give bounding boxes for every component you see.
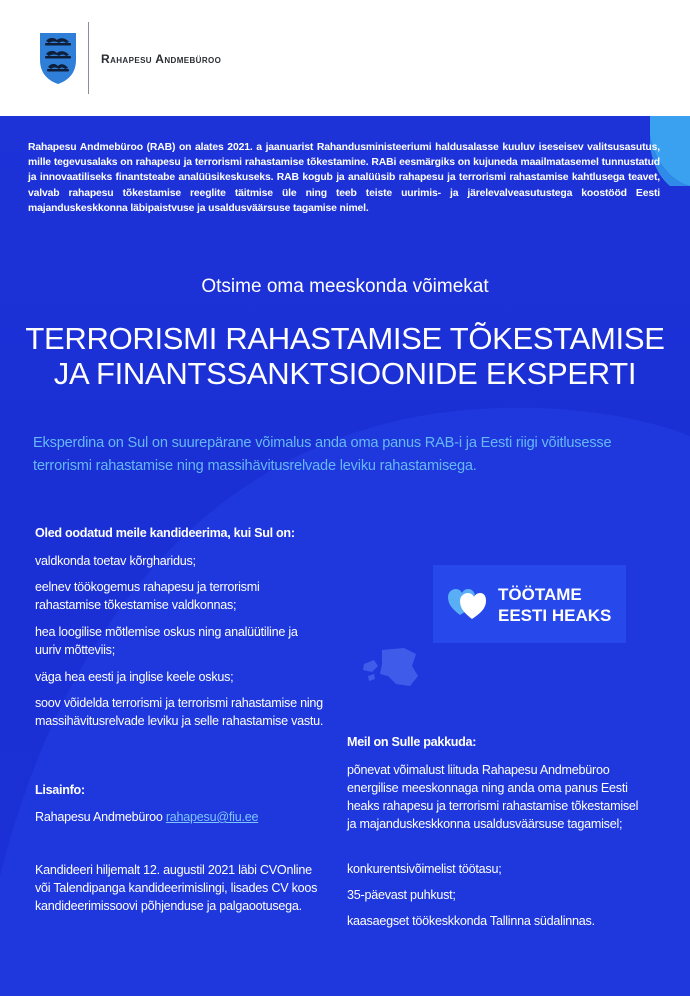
header-divider [88, 22, 89, 94]
requirement-item: hea loogilise mõtlemise oskus ning analüütiline ja uuriv mõtteviis; [35, 625, 298, 657]
apply-paragraph: Kandideeri hiljemalt 12. augustil 2021 läbi CVOnline või Talendipanga kandideerimislingi, lisades CV koos kandideerimissoovi põhjenduse ja palgaootusega. [35, 863, 318, 913]
offer-item: 35-päevast puhkust; [347, 888, 456, 902]
requirement-item: valdkonda toetav kõrgharidus; [35, 554, 196, 568]
intro-paragraph: Rahapesu Andmebüroo (RAB) on alates 2021. a jaanuarist Rahandusministeeriumi haldusalasse kuuluv iseseisev valitsusasutus, mille tegevusalaks on rahapesu ja terrorismi rahastamise tõkestamine. RABi eesmärgiks on kujuneda maailmatasemel tunnustatud ja innovaatiliseks finantsteabe analüüsikeskuseks. RAB kogub ja analüüsib rahapesu ja terrorismi rahastamise kahtlusega teavet, valvab rahapesu tõkestamise reeglite täitmise üle ning teeb teiste uurimis- ja järelevalveasutustega koostööd Eesti majanduskeskkonna läbipaistvuse ja usaldusväärsuse tagamise nimel. [28, 142, 660, 214]
organization-name: Rahapesu Andmebüroo [101, 52, 222, 66]
double-heart-icon [448, 585, 486, 621]
subtitle: Otsime oma meeskonda võimekat [201, 276, 489, 297]
badge-text-line-1: TÖÖTAME [498, 585, 582, 604]
requirement-item: soov võidelda terrorismi ja terrorismi rahastamise ning massihävitusrelvade leviku ja selle rahastamise vastu. [35, 696, 324, 728]
estonia-map-icon [360, 646, 420, 688]
info-heading: Lisainfo: [35, 783, 85, 797]
offer-item: konkurentsivõimelist töötasu; [347, 862, 502, 876]
job-title-line-2: JA FINANTSSANKTSIOONIDE EKSPERTI [53, 356, 637, 391]
header [0, 0, 690, 116]
job-title-line-1: TERRORISMI RAHASTAMISE TÕKESTAMISE [25, 321, 665, 356]
offer-heading: Meil on Sulle pakkuda: [347, 735, 477, 749]
content-panel [0, 116, 690, 996]
offer-item: kaasaegset töökeskkonda Tallinna südalinnas. [347, 914, 595, 928]
badge-text-line-2: EESTI HEAKS [498, 606, 612, 625]
estonia-badge [433, 565, 626, 643]
contact-name: Rahapesu Andmebüroo [35, 810, 163, 824]
email-link[interactable]: rahapesu@fiu.ee [165, 810, 259, 824]
lead-paragraph: Eksperdina on Sul on suurepärane võimalus anda oma panus RAB-i ja Eesti riigi võitlusesse terrorismi rahastamise ning massihävitusrelvade leviku rahastamisega. [33, 435, 612, 474]
job-title [0, 321, 690, 391]
info-contact [35, 810, 258, 824]
requirement-item: väga hea eesti ja inglise keele oskus; [35, 670, 234, 684]
coat-of-arms-icon [37, 30, 79, 86]
requirement-item: eelnev töökogemus rahapesu ja terrorismi rahastamise tõkestamise valdkonnas; [35, 580, 260, 612]
requirements-heading: Oled oodatud meile kandideerima, kui Sul on: [35, 526, 295, 540]
offer-item: põnevat võimalust liituda Rahapesu Andmebüroo energilise meeskonnaga ning anda oma panus Eesti heaks rahapesu ja terrorismi rahastamise tõkestamisel ja majanduskeskkonna usaldusväärsuse tagamisel; [347, 763, 639, 831]
